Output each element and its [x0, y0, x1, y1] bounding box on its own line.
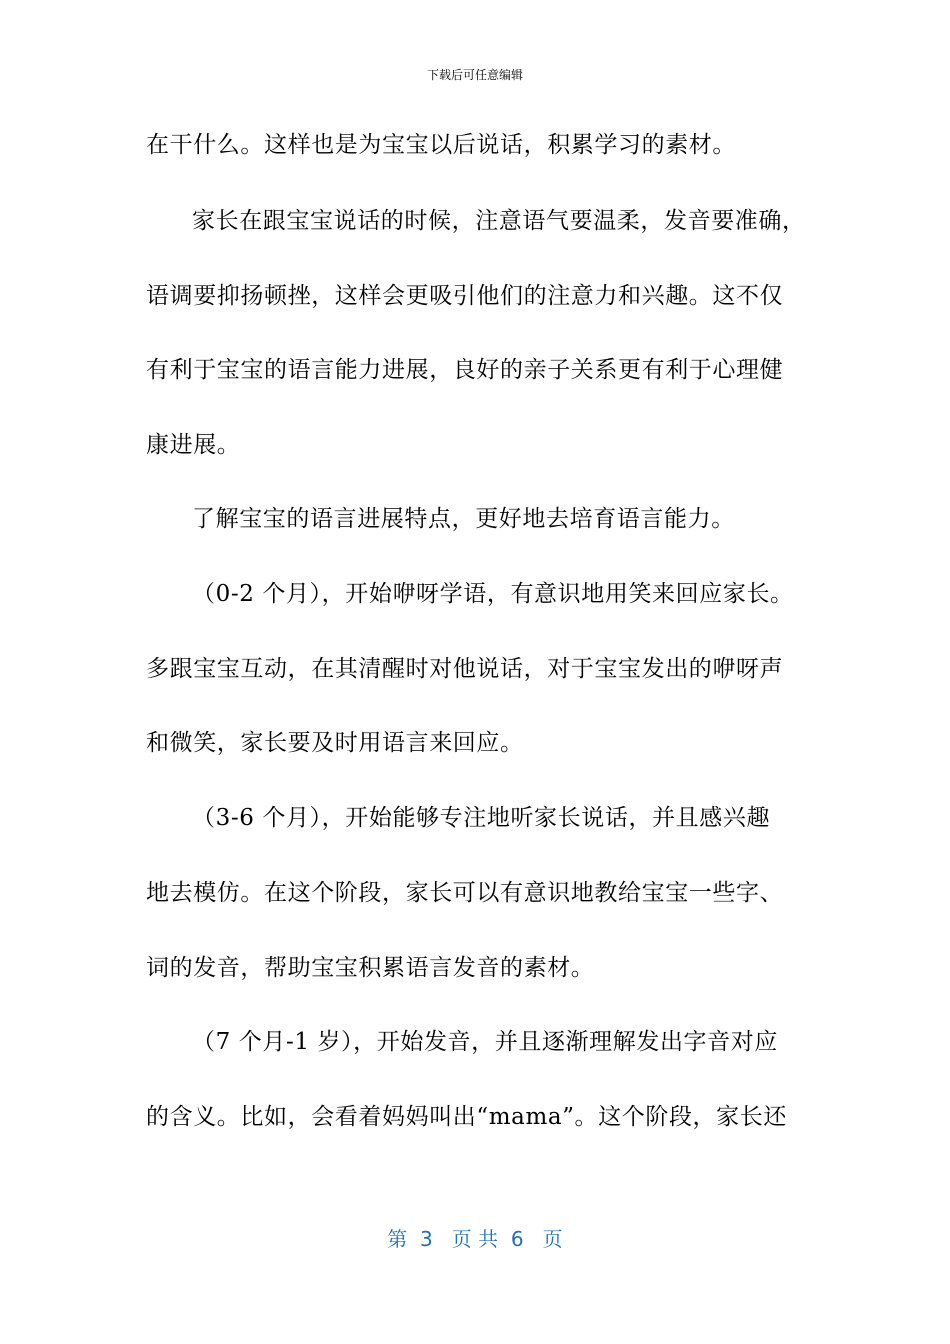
page-number: 第 3 页 共 6 页 — [387, 1227, 563, 1251]
text-line: 多跟宝宝互动，在其清醒时对他说话，对于宝宝发出的咿呀声 — [146, 656, 784, 682]
text-line: 有利于宝宝的语言能力进展，良好的亲子关系更有利于心理健 — [146, 357, 784, 383]
text-line: 家长在跟宝宝说话的时候，注意语气要温柔，发音要准确， — [192, 208, 806, 234]
text-line: 地去模仿。在这个阶段，家长可以有意识地教给宝宝一些字、 — [146, 880, 784, 906]
text-line: （7 个月-1 岁），开始发音，并且逐渐理解发出字音对应 — [192, 1029, 778, 1055]
text-line: 的含义。比如，会看着妈妈叫出“mama”。这个阶段，家长还 — [146, 1104, 787, 1130]
text-line: （3-6 个月），开始能够专注地听家长说话，并且感兴趣 — [192, 805, 771, 831]
text-line: 了解宝宝的语言进展特点，更好地去培育语言能力。 — [192, 506, 735, 532]
header-note: 下载后可任意编辑 — [426, 68, 523, 82]
text-line: 康进展。 — [146, 432, 241, 458]
text-line: 语调要抑扬顿挫，这样会更吸引他们的注意力和兴趣。这不仅 — [146, 283, 784, 309]
text-line: 在干什么。这样也是为宝宝以后说话，积累学习的素材。 — [146, 132, 736, 158]
text-line: 和微笑，家长要及时用语言来回应。 — [146, 730, 524, 756]
text-line: 词的发音，帮助宝宝积累语言发音的素材。 — [146, 955, 595, 981]
text-line: （0-2 个月），开始咿呀学语，有意识地用笑来回应家长。 — [192, 581, 794, 607]
